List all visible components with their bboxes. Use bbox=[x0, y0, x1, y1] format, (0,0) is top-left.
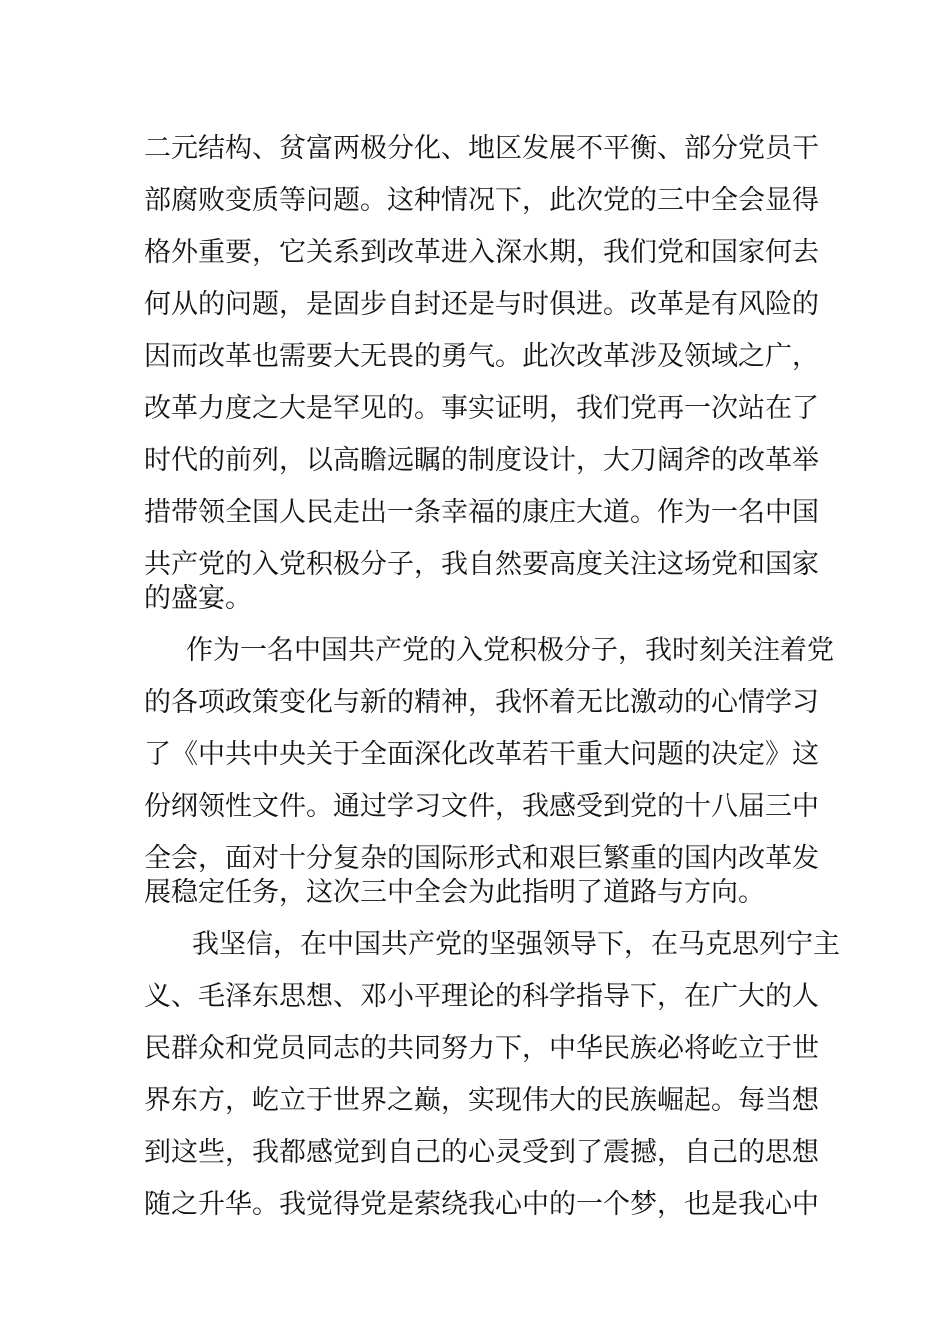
text-line: 时代的前列，以高瞻远瞩的制度设计，大刀阔斧的改革举 bbox=[144, 445, 819, 476]
text-line: 格外重要，它关系到改革进入深水期，我们党和国家何去 bbox=[144, 237, 819, 268]
text-line: 民群众和党员同志的共同努力下，中华民族必将屹立于世 bbox=[144, 1033, 819, 1064]
text-line: 共产党的入党积极分子，我自然要高度关注这场党和国家 bbox=[144, 549, 819, 580]
text-line: 因而改革也需要大无畏的勇气。此次改革涉及领域之广， bbox=[144, 341, 819, 372]
text-line: 的盛宴。 bbox=[144, 583, 252, 614]
text-line: 了《中共中央关于全面深化改革若干重大问题的决定》这 bbox=[144, 739, 819, 770]
text-line: 改革力度之大是罕见的。事实证明，我们党再一次站在了 bbox=[144, 393, 819, 424]
text-line: 何从的问题，是固步自封还是与时俱进。改革是有风险的 bbox=[144, 289, 819, 320]
text-line: 全会，面对十分复杂的国际形式和艰巨繁重的国内改革发 bbox=[144, 843, 819, 874]
text-line: 界东方，屹立于世界之巅，实现伟大的民族崛起。每当想 bbox=[144, 1085, 819, 1116]
text-line: 到这些，我都感觉到自己的心灵受到了震撼，自己的思想 bbox=[144, 1137, 819, 1168]
text-line: 二元结构、贫富两极分化、地区发展不平衡、部分党员干 bbox=[144, 133, 819, 164]
text-line: 义、毛泽东思想、邓小平理论的科学指导下，在广大的人 bbox=[144, 981, 819, 1012]
text-line: 的各项政策变化与新的精神，我怀着无比激动的心情学习 bbox=[144, 687, 819, 718]
text-line: 部腐败变质等问题。这种情况下，此次党的三中全会显得 bbox=[144, 185, 819, 216]
text-line: 我坚信，在中国共产党的坚强领导下，在马克思列宁主 bbox=[192, 929, 840, 960]
text-line: 份纲领性文件。通过学习文件，我感受到党的十八届三中 bbox=[144, 791, 819, 822]
text-line: 随之升华。我觉得党是萦绕我心中的一个梦，也是我心中 bbox=[144, 1189, 819, 1220]
text-line: 作为一名中国共产党的入党积极分子，我时刻关注着党 bbox=[186, 635, 834, 666]
text-line: 展稳定任务，这次三中全会为此指明了道路与方向。 bbox=[144, 877, 765, 908]
text-line: 措带领全国人民走出一条幸福的康庄大道。作为一名中国 bbox=[144, 497, 819, 528]
